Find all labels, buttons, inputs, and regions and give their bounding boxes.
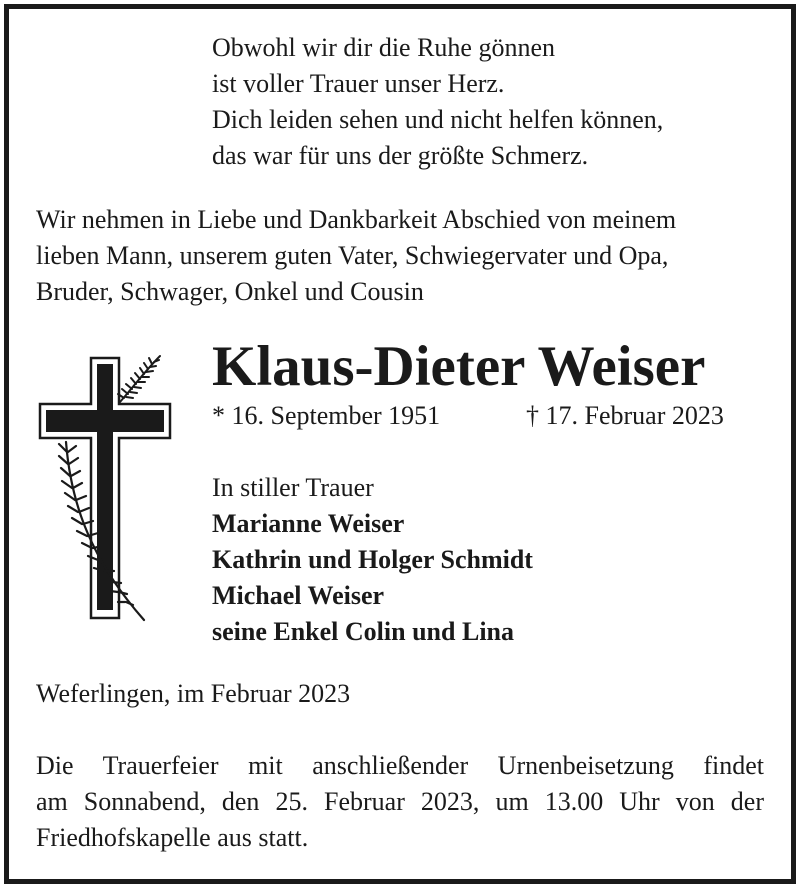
memorial-verse [212,30,663,174]
death-date: † 17. Februar 2023 [526,401,724,430]
cross-with-palm-branch-icon [36,352,176,624]
birth-date: * 16. September 1951 [212,401,441,430]
deceased-name: Klaus-Dieter Weiser [212,335,706,398]
funeral-service-notice [36,748,764,856]
service-line: Die Trauerfeier mit anschließender Urnenbeisetzung findet [36,751,764,780]
mourner-name: Kathrin und Holger Schmidt [212,545,533,574]
farewell-intro [36,202,764,310]
verse-line: ist voller Trauer unser Herz. [212,69,505,98]
mourning-heading: In stiller Trauer [212,473,374,502]
mourner-name: seine Enkel Colin und Lina [212,617,514,646]
intro-line: lieben Mann, unserem guten Vater, Schwiegervater und Opa, [36,241,669,270]
service-line: am Sonnabend, den 25. Februar 2023, um 13.00 Uhr von der [36,787,764,816]
mourner-name: Marianne Weiser [212,509,405,538]
place-and-date: Weferlingen, im Februar 2023 [36,679,351,708]
verse-line: das war für uns der größte Schmerz. [212,141,589,170]
intro-line: Wir nehmen in Liebe und Dankbarkeit Abschied von meinem [36,205,677,234]
mourner-name: Michael Weiser [212,581,385,610]
service-line: Friedhofskapelle aus statt. [36,823,309,852]
mourners-list [212,506,533,650]
intro-line: Bruder, Schwager, Onkel und Cousin [36,277,424,306]
verse-line: Dich leiden sehen und nicht helfen können, [212,105,664,134]
verse-line: Obwohl wir dir die Ruhe gönnen [212,33,556,62]
mourners-block [212,470,533,650]
